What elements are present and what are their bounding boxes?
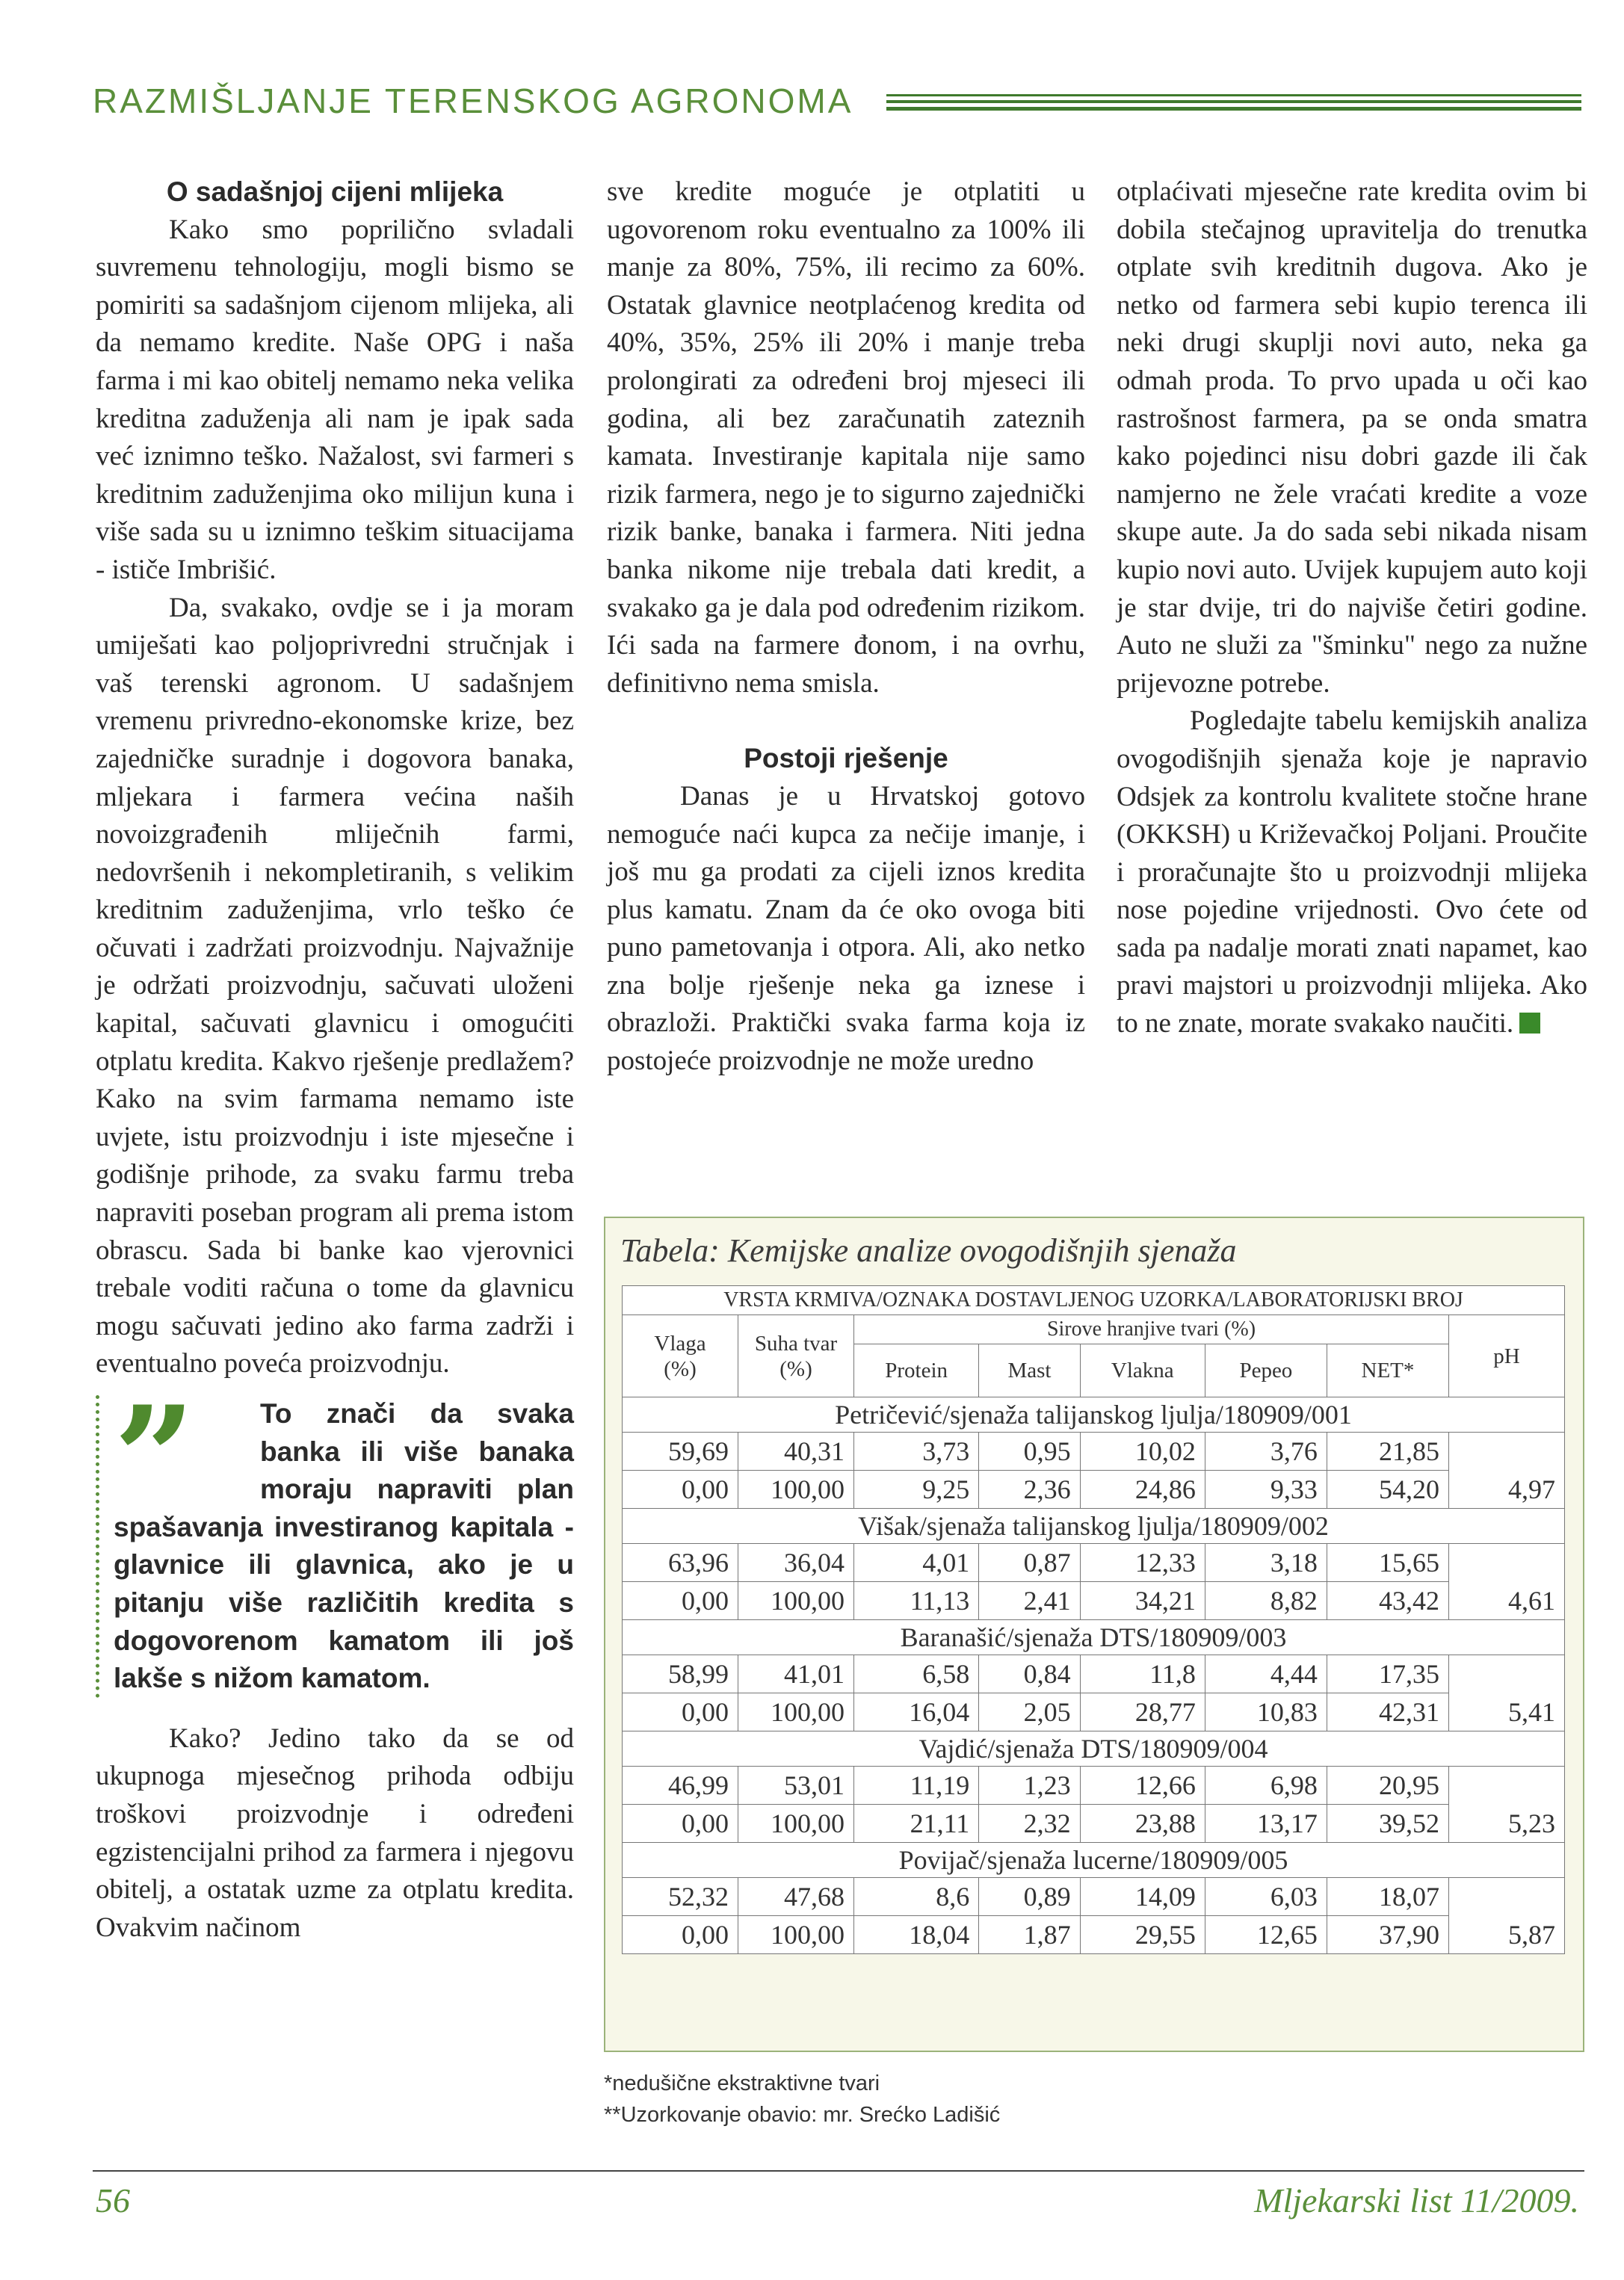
sample-name: Povijač/sjenaža lucerne/180909/005 — [623, 1843, 1565, 1878]
sample-name: Višak/sjenaža talijanskog ljulja/180909/002 — [623, 1509, 1565, 1544]
table-cell: 29,55 — [1080, 1916, 1205, 1954]
ph-value: 5,41 — [1449, 1655, 1565, 1731]
table-cell: 11,13 — [854, 1582, 979, 1620]
silage-analysis-table-box — [604, 1217, 1584, 2052]
table-cell: 43,42 — [1327, 1582, 1448, 1620]
page-number: 56 — [96, 2181, 130, 2219]
table-cell: 6,03 — [1205, 1878, 1327, 1916]
table-cell: 52,32 — [623, 1878, 738, 1916]
table-cell: 2,05 — [979, 1693, 1080, 1731]
column-3 — [1117, 173, 1587, 1043]
silage-analysis-table — [622, 1285, 1565, 1954]
table-cell: 18,07 — [1327, 1878, 1448, 1916]
table-cell: 100,00 — [738, 1582, 854, 1620]
table-cell: 28,77 — [1080, 1693, 1205, 1731]
table-cell: 12,65 — [1205, 1916, 1327, 1954]
page-header — [93, 81, 1581, 126]
table-cell: 1,23 — [979, 1767, 1080, 1805]
table-row — [623, 1471, 1565, 1509]
paragraph: sve kredite moguće je otplatiti u ugovorenom roku eventualno za 100% ili manje za 80%, 75%, ili recimo za 60%. Ostatak glavnice neotplaćenog kredita od 40%, 35%, 25% ili 20% i manje treba prolongirati za određeni broj mjeseci ili godina, ali bez zaračunatih zateznih kamata. Investiranje kapitala nije samo rizik farmera, nego je to sigurno zajednički rizik banke, banaka i farmera. Niti jedna banka nikome nije trebala dati kredit, a svakako ga je dala pod određenim rizikom. Ići sada na farmere đonom, i na ovrhu, definitivno nema smisla. — [607, 176, 1085, 699]
paragraph — [1117, 702, 1587, 1042]
ph-value: 5,87 — [1449, 1878, 1565, 1954]
table-title: Tabela: Kemijske analize ovogodišnjih sjenaža — [620, 1232, 1237, 1269]
column-1 — [96, 173, 574, 1947]
heading-current-milk-price: O sadašnjoj cijeni mlijeka — [166, 176, 504, 207]
table-cell: 0,00 — [623, 1471, 738, 1509]
col-header-vlaga: Vlaga (%) — [623, 1315, 738, 1397]
table-cell: 41,01 — [738, 1655, 854, 1693]
table-row — [623, 1433, 1565, 1471]
paragraph: otplaćivati mjesečne rate kredita ovim bi dobila stečajnog upravitelja do trenutka otplate svih kreditnih dugova. Ako je netko od farmera sebi kupio terenca ili neki drugi skuplji novi auto, neka ga odmah proda. To prvo upada u oči kao rastrošnost farmera, pa se onda smatra kako pojedinci nisu dobri gazde ili čak namjerno ne žele vraćati kredite a voze skupe aute. Ja do sada sebi nikada nisam kupio novi auto. Uvijek kupujem auto koji je star dvije, tri do najviše četiri godine. Auto ne služi za "šminku" nego za nužne prijevozne potrebe. — [1117, 176, 1587, 699]
section-title: RAZMIŠLJANJE TERENSKOG AGRONOMA — [93, 81, 853, 120]
table-cell: 23,88 — [1080, 1805, 1205, 1843]
table-cell: 39,52 — [1327, 1805, 1448, 1843]
table-cell: 2,41 — [979, 1582, 1080, 1620]
col-header-ph: pH — [1449, 1315, 1565, 1397]
journal-title: Mljekarski list 11/2009. — [1254, 2181, 1579, 2219]
table-row — [623, 1693, 1565, 1731]
table-cell: 0,00 — [623, 1805, 738, 1843]
table-cell: 15,65 — [1327, 1544, 1448, 1582]
table-cell: 24,86 — [1080, 1471, 1205, 1509]
table-cell: 4,44 — [1205, 1655, 1327, 1693]
table-cell: 6,98 — [1205, 1767, 1327, 1805]
table-cell: 100,00 — [738, 1916, 854, 1954]
table-cell: 12,66 — [1080, 1767, 1205, 1805]
col-header-net: NET* — [1327, 1344, 1448, 1397]
table-cell: 2,32 — [979, 1805, 1080, 1843]
table-row — [623, 1544, 1565, 1582]
table-row — [623, 1655, 1565, 1693]
table-row — [623, 1878, 1565, 1916]
sample-name: Baranašić/sjenaža DTS/180909/003 — [623, 1620, 1565, 1655]
table-cell: 40,31 — [738, 1433, 854, 1471]
ph-value: 4,97 — [1449, 1433, 1565, 1509]
table-cell: 59,69 — [623, 1433, 738, 1471]
table-cell: 0,89 — [979, 1878, 1080, 1916]
ph-value: 5,23 — [1449, 1767, 1565, 1843]
table-cell: 34,21 — [1080, 1582, 1205, 1620]
col-header-pepeo: Pepeo — [1205, 1344, 1327, 1397]
table-cell: 0,84 — [979, 1655, 1080, 1693]
table-row — [623, 1916, 1565, 1954]
table-cell: 10,02 — [1080, 1433, 1205, 1471]
table-cell: 12,33 — [1080, 1544, 1205, 1582]
table-cell: 2,36 — [979, 1471, 1080, 1509]
pull-quote — [96, 1375, 574, 1698]
table-row — [623, 1767, 1565, 1805]
quote-dotted-rule — [96, 1395, 104, 1698]
col-header-protein: Protein — [854, 1344, 979, 1397]
table-cell: 0,87 — [979, 1544, 1080, 1582]
end-mark-icon — [1519, 1013, 1540, 1034]
sample-name: Vajdić/sjenaža DTS/180909/004 — [623, 1731, 1565, 1767]
paragraph: Kako smo poprilično svladali suvremenu tehnologiju, mogli bismo se pomiriti sa sadašnjom cijenom mlijeka, ali da nemamo kredite. Naše OPG i naša farma i mi kao obitelj nemamo neka velika kreditna zaduženja ali nam je ipak sada već iznimno teško. Nažalost, svi farmeri s kreditnim zaduženjima oko milijun kuna i više sada su u iznimno teškim situacijama - ističe Imbrišić. — [96, 214, 574, 585]
paragraph: Danas je u Hrvatskoj gotovo nemoguće naći kupca za nečije imanje, i još mu ga prodati za cijeli iznos kredita plus kamatu. Znam da će oko ovoga biti puno pametovanja i otpora. Ali, ako netko zna bolje rješenje neka ga iznese i obrazloži. Praktički svaka farma koja iz postojeće proizvodnje ne može uredno — [607, 780, 1085, 1077]
table-cell: 53,01 — [738, 1767, 854, 1805]
table-cell: 20,95 — [1327, 1767, 1448, 1805]
footnote-net: *nedušične ekstraktivne tvari — [604, 2072, 880, 2095]
table-cell: 14,09 — [1080, 1878, 1205, 1916]
table-cell: 0,95 — [979, 1433, 1080, 1471]
table-cell: 0,00 — [623, 1582, 738, 1620]
table-cell: 37,90 — [1327, 1916, 1448, 1954]
footer-rule — [93, 2170, 1584, 2172]
table-cell: 11,8 — [1080, 1655, 1205, 1693]
table-cell: 0,00 — [623, 1916, 738, 1954]
paragraph: Da, svakako, ovdje se i ja moram umiješati kao poljoprivredni stručnjak i vaš terenski agronom. U sadašnjem vremenu privredno-ekonomske krize, bez zajedničke suradnje i dogovora banaka, mljekara i farmera većina naših novoizgrađenih mliječnih farmi, nedovršenih i nekompletiranih, s velikim kreditnim zaduženjima, vrlo teško će očuvati i zadržati proizvodnju. Najvažnije je održati proizvodnju, sačuvati uloženi kapital, sačuvati glavnicu i omogućiti otplatu kredita. Kakvo rješenje predlažem? Kako na svim farmama nemamo iste uvjete, istu proizvodnju i iste mjesečne i godišnje prihode, za svaku farmu treba napraviti poseban program ali prema istom obrascu. Sada bi banke kao vjerovnici trebale voditi računa o tome da glavnicu mogu sačuvati jedino ako farma zadrži i eventualno poveća proizvodnju. — [96, 592, 574, 1380]
spacer — [607, 702, 1085, 740]
table-cell: 1,87 — [979, 1916, 1080, 1954]
footnote-sampling: **Uzorkovanje obavio: mr. Srećko Ladišić — [604, 2103, 1001, 2127]
table-cell: 11,19 — [854, 1767, 979, 1805]
sample-name: Petričević/sjenaža talijanskog ljulja/180909/001 — [623, 1397, 1565, 1433]
table-cell: 0,00 — [623, 1693, 738, 1731]
table-cell: 46,99 — [623, 1767, 738, 1805]
table-cell: 100,00 — [738, 1693, 854, 1731]
table-cell: 3,18 — [1205, 1544, 1327, 1582]
table-cell: 3,76 — [1205, 1433, 1327, 1471]
table-top-header: VRSTA KRMIVA/OZNAKA DOSTAVLJENOG UZORKA/LABORATORIJSKI BROJ — [623, 1286, 1565, 1315]
table-cell: 58,99 — [623, 1655, 738, 1693]
col-header-suha-tvar: Suha tvar (%) — [738, 1315, 854, 1397]
paragraph-text: Pogledajte tabelu kemijskih analiza ovogodišnjih sjenaža koje je napravio Odsjek za kontrolu kvalitete stočne hrane (OKKSH) u Križevačkoj Poljani. Proučite i proračunajte što u proizvodnji mlijeka nose pojedine vrijednosti. Ovo ćete od sada pa nadalje morati znati napamet, kao pravi majstori u proizvodnji mlijeka. Ako to ne znate, morate svakako naučiti. — [1117, 705, 1587, 1039]
table-cell: 54,20 — [1327, 1471, 1448, 1509]
table-cell: 21,11 — [854, 1805, 979, 1843]
ph-value: 4,61 — [1449, 1544, 1565, 1620]
table-cell: 9,33 — [1205, 1471, 1327, 1509]
table-cell: 8,82 — [1205, 1582, 1327, 1620]
paragraph: Kako? Jedino tako da se od ukupnoga mjesečnog prihoda odbiju troškovi proizvodnje i određeni egzistencijalni prihod za farmera i njegovu obitelj, a ostatak uzme za otplatu kredita. Ovakvim načinom — [96, 1723, 574, 1943]
header-rule — [886, 94, 1581, 114]
table-cell: 21,85 — [1327, 1433, 1448, 1471]
table-cell: 6,58 — [854, 1655, 979, 1693]
table-row — [623, 1805, 1565, 1843]
table-cell: 63,96 — [623, 1544, 738, 1582]
table-cell: 4,01 — [854, 1544, 979, 1582]
table-cell: 8,6 — [854, 1878, 979, 1916]
quote-mark-icon: ” — [114, 1375, 196, 1542]
table-cell: 10,83 — [1205, 1693, 1327, 1731]
table-cell: 36,04 — [738, 1544, 854, 1582]
table-cell: 42,31 — [1327, 1693, 1448, 1731]
col-header-mast: Mast — [979, 1344, 1080, 1397]
table-cell: 17,35 — [1327, 1655, 1448, 1693]
heading-solution-exists: Postoji rješenje — [744, 743, 948, 774]
pull-quote-text: To znači da svaka banka ili više banaka moraju napraviti plan spašavanja investiranog kapitala - glavnice ili glavnica, ako je u pitanju više različitih kredita s dogovorenom kamatom ili još lakše s nižom kamatom. — [114, 1398, 574, 1694]
table-cell: 16,04 — [854, 1693, 979, 1731]
column-2 — [607, 173, 1085, 1081]
table-cell: 47,68 — [738, 1878, 854, 1916]
col-header-vlakna: Vlakna — [1080, 1344, 1205, 1397]
table-cell: 100,00 — [738, 1805, 854, 1843]
table-cell: 9,25 — [854, 1471, 979, 1509]
table-row — [623, 1582, 1565, 1620]
table-cell: 18,04 — [854, 1916, 979, 1954]
table-cell: 100,00 — [738, 1471, 854, 1509]
table-cell: 3,73 — [854, 1433, 979, 1471]
table-cell: 13,17 — [1205, 1805, 1327, 1843]
group-header-nutrients: Sirove hranjive tvari (%) — [854, 1315, 1449, 1344]
